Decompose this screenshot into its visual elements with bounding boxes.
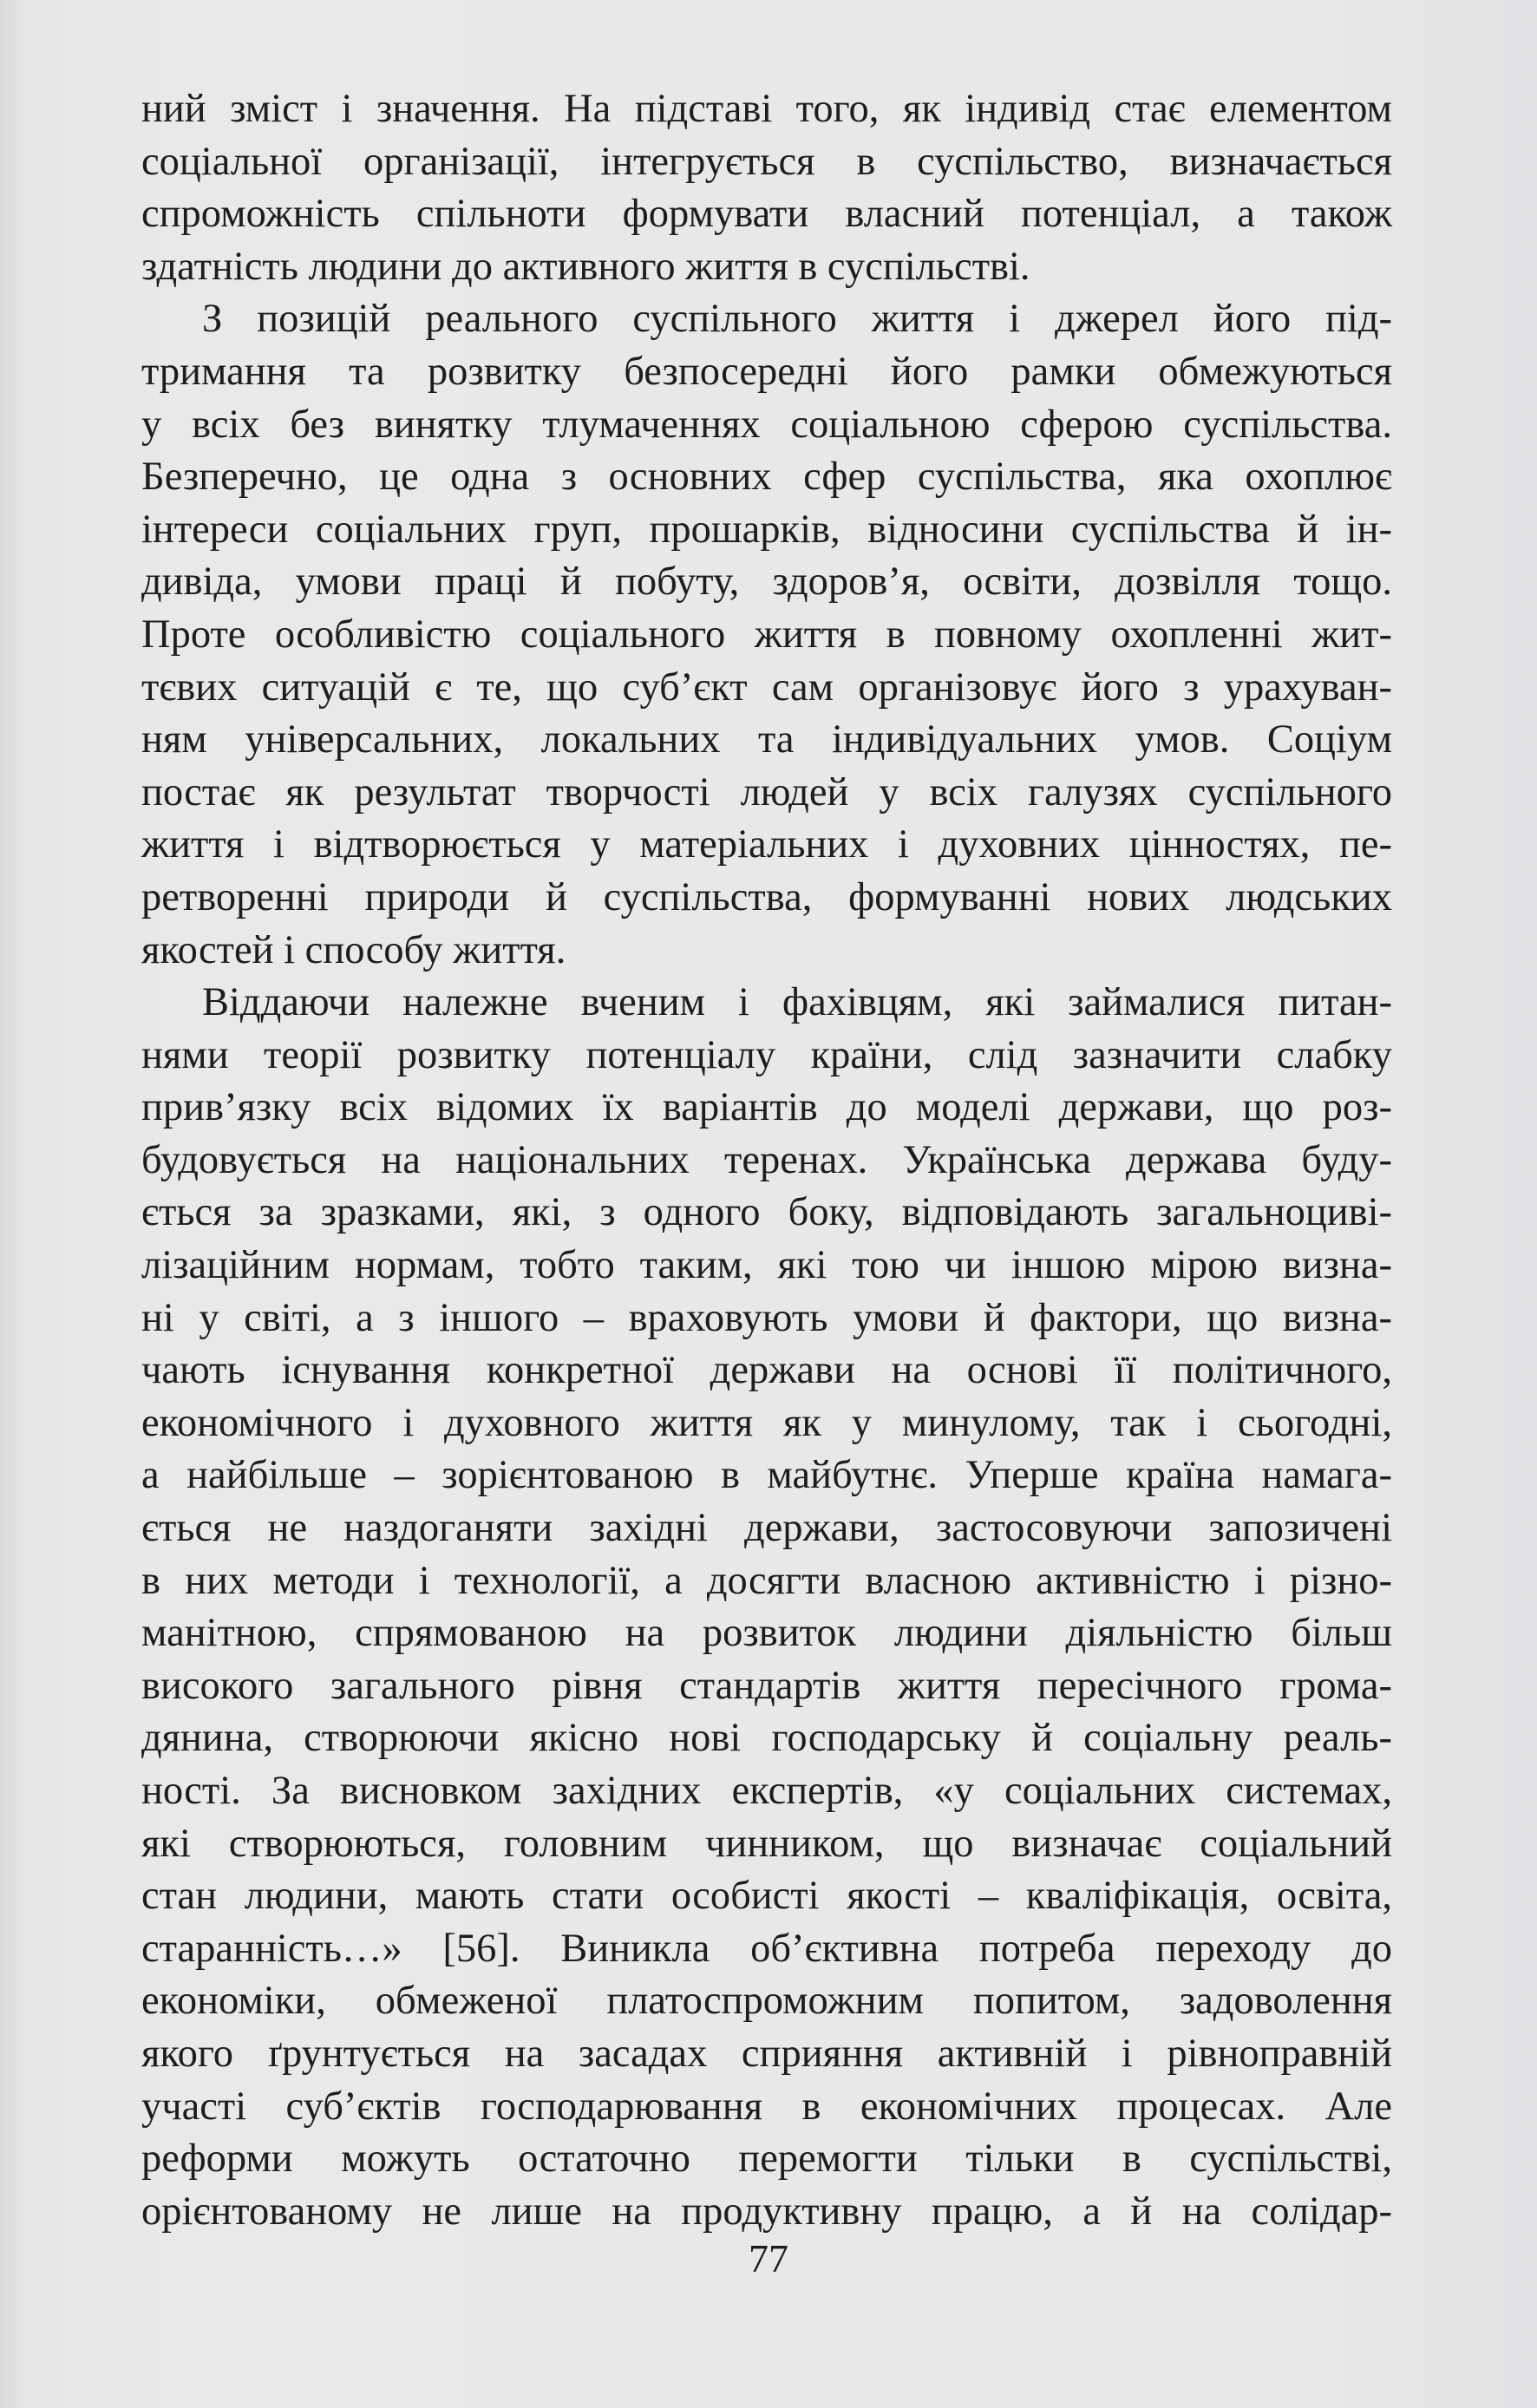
text-line: дянина, створюючи якісно нові господарську й соціальну реаль- bbox=[141, 1716, 1392, 1761]
text-line: лізаційним нормам, тобто таким, які тою чи іншою мірою визна- bbox=[141, 1243, 1392, 1288]
text-line: нями теорії розвитку потенціалу країни, слід зазначити слабку bbox=[141, 1032, 1392, 1077]
text-line: прив’язку всіх відомих їх варіантів до моделі держави, що роз- bbox=[141, 1085, 1392, 1130]
text-line: спроможність спільноти формувати власний потенціал, а також bbox=[141, 192, 1392, 237]
page-number: 77 bbox=[749, 2236, 788, 2280]
text-line: орієнтованому не лише на продуктивну працю, а й на солідар- bbox=[141, 2189, 1392, 2234]
text-line: тримання та розвитку безпосередні його рамки обмежуються bbox=[141, 349, 1392, 394]
text-line: ретворенні природи й суспільства, формуванні нових людських bbox=[141, 874, 1392, 919]
text-line: здатність людини до активного життя в суспільстві. bbox=[141, 244, 1030, 289]
text-line: життя і відтворюється у матеріальних і духовних цінностях, пе- bbox=[141, 822, 1392, 867]
text-line: ний зміст і значення. На підставі того, як індивід стає елементом bbox=[141, 87, 1392, 131]
text-line: якого ґрунтується на засадах сприяння активній і рівноправній bbox=[141, 2031, 1392, 2076]
text-line: економіки, обмеженої платоспроможним попитом, задоволення bbox=[141, 1979, 1392, 2024]
text-line: ні у світі, а з іншого – враховують умови й фактори, що визна- bbox=[141, 1295, 1392, 1340]
text-line: чають існування конкретної держави на основі її політичного, bbox=[141, 1348, 1392, 1393]
text-line: економічного і духовного життя як у минулому, так і сьогодні, bbox=[141, 1400, 1392, 1445]
text-line: ється за зразками, які, з одного боку, відповідають загальноциві- bbox=[141, 1190, 1392, 1235]
text-line: ням універсальних, локальних та індивідуальних умов. Соціум bbox=[141, 717, 1392, 762]
text-line: будовується на національних теренах. Українська держава буду- bbox=[141, 1137, 1392, 1182]
text-line: якостей і способу життя. bbox=[141, 927, 566, 972]
text-line: участі суб’єктів господарювання в економічних процесах. Але bbox=[141, 2084, 1392, 2129]
text-line: інтереси соціальних груп, прошарків, відносини суспільства й ін- bbox=[141, 507, 1392, 552]
text-line: стан людини, мають стати особисті якості – кваліфікація, освіта, bbox=[141, 1874, 1392, 1919]
text-line: постає як результат творчості людей у всіх галузях суспільного bbox=[141, 769, 1392, 815]
text-line: в них методи і технології, а досягти власною активністю і різно- bbox=[141, 1558, 1392, 1603]
text-line: старанність…» [56]. Виникла об’єктивна потреба переходу до bbox=[141, 1926, 1392, 1971]
text-line: у всіх без винятку тлумаченнях соціальною сферою суспільства. bbox=[141, 402, 1392, 447]
text-line: соціальної організації, інтегрується в суспільство, визначається bbox=[141, 139, 1392, 184]
text-line: З позицій реального суспільного життя і джерел його під- bbox=[202, 297, 1392, 342]
text-line: манітною, спрямованою на розвиток людини діяльністю більш bbox=[141, 1611, 1392, 1656]
text-line: ється не наздоганяти західні держави, застосовуючи запозичені bbox=[141, 1506, 1392, 1551]
text-line: а найбільше – зорієнтованою в майбутнє. Уперше країна намага- bbox=[141, 1453, 1392, 1498]
text-line: тєвих ситуацій є те, що суб’єкт сам організовує його з урахуван- bbox=[141, 664, 1392, 710]
text-line: Проте особливістю соціального життя в повному охопленні жит- bbox=[141, 612, 1392, 657]
text-line: Безперечно, це одна з основних сфер суспільства, яка охоплює bbox=[141, 455, 1392, 500]
text-line: які створюються, головним чинником, що визначає соціальний bbox=[141, 1821, 1392, 1866]
text-line: Віддаючи належне вченим і фахівцям, які займалися питан- bbox=[202, 980, 1392, 1025]
body-text bbox=[141, 83, 1392, 2238]
text-line: реформи можуть остаточно перемогти тільки в суспільстві, bbox=[141, 2136, 1392, 2182]
text-line: дивіда, умови праці й побуту, здоров’я, освіти, дозвілля тощо. bbox=[141, 559, 1392, 605]
text-line: високого загального рівня стандартів життя пересічного грома- bbox=[141, 1663, 1392, 1708]
text-line: ності. За висновком західних експертів, «у соціальних системах, bbox=[141, 1769, 1392, 1813]
